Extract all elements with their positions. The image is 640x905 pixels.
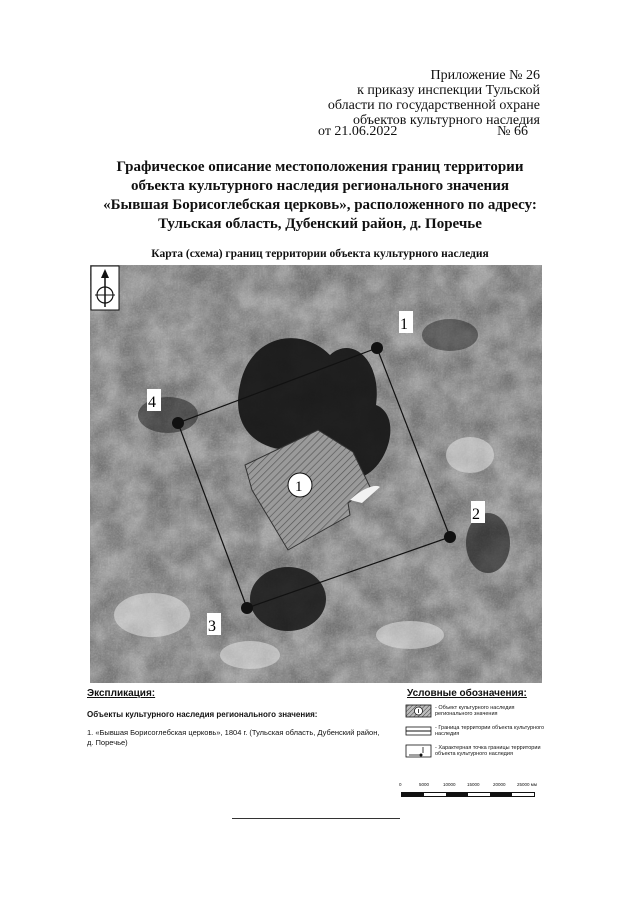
legend-row-point [405,744,545,758]
appendix-line: к приказу инспекции Тульской [357,83,540,98]
scale-label: 15000 [467,782,480,787]
legend-text-point: - Характерная точка границы территории объекта культурного наследия [435,745,541,757]
legend-heading: Условные обозначения: [407,688,527,699]
boundary-point-2 [444,531,456,543]
object-marker-label: 1 [295,479,303,495]
object-legend-icon [405,704,432,718]
point-label-4: 4 [148,394,156,411]
legend-text-boundary: - Граница территории объекта культурного наследия [435,725,545,737]
title-line: объекта культурного наследия регионального значения [131,178,509,194]
explication-heading: Экспликация: [87,688,156,699]
order-date: от 21.06.2022 [318,124,398,139]
document-title [70,158,570,234]
scale-label: 0 [399,782,402,787]
title-line: Тульская область, Дубенский район, д. Поречье [158,216,482,232]
legend-row-boundary [405,724,545,738]
scale-label: 20000 [493,782,506,787]
boundary-legend-icon [405,724,432,738]
boundary-map [90,265,542,683]
legend [405,704,545,764]
point-legend-icon [405,744,432,758]
map-caption: Карта (схема) границ территории объекта культурного наследия [151,248,489,260]
scale-labels [397,782,547,790]
legend-text-object: - Объект культурного наследия регионального значения [435,705,515,717]
object-entry: 1. «Бывшая Борисоглебская церковь», 1804 г. (Тульская область, Дубенский район, д. Поречье) [87,728,380,747]
objects-heading: Объекты культурного наследия регионального значения: [87,710,318,719]
appendix-line: объектов культурного наследия [352,113,540,128]
title-line: Графическое описание местоположения границ территории [116,159,524,175]
boundary-point-1 [371,342,383,354]
point-label-3: 3 [208,618,216,635]
order-line [318,124,528,140]
appendix-line: области по государственной охране [327,98,540,113]
scale-label: 5000 [419,782,430,787]
boundary-point-4 [172,417,184,429]
scale-label: 25000 мм [517,782,537,787]
footer-rule [232,818,400,819]
boundary-point-3 [241,602,253,614]
scale-label: 10000 [443,782,456,787]
appendix-line: Приложение № 26 [430,68,540,83]
legend-row-object [405,704,545,718]
scale-graphic [401,792,535,797]
order-number: № 66 [497,124,528,139]
appendix-block [290,68,540,128]
compass-icon [91,266,119,310]
title-line: «Бывшая Борисоглебская церковь», расположенного по адресу: [103,197,537,213]
map-svg [90,265,542,683]
point-label-2: 2 [472,506,480,523]
scale-bar [397,782,547,804]
point-label-1: 1 [400,316,408,333]
